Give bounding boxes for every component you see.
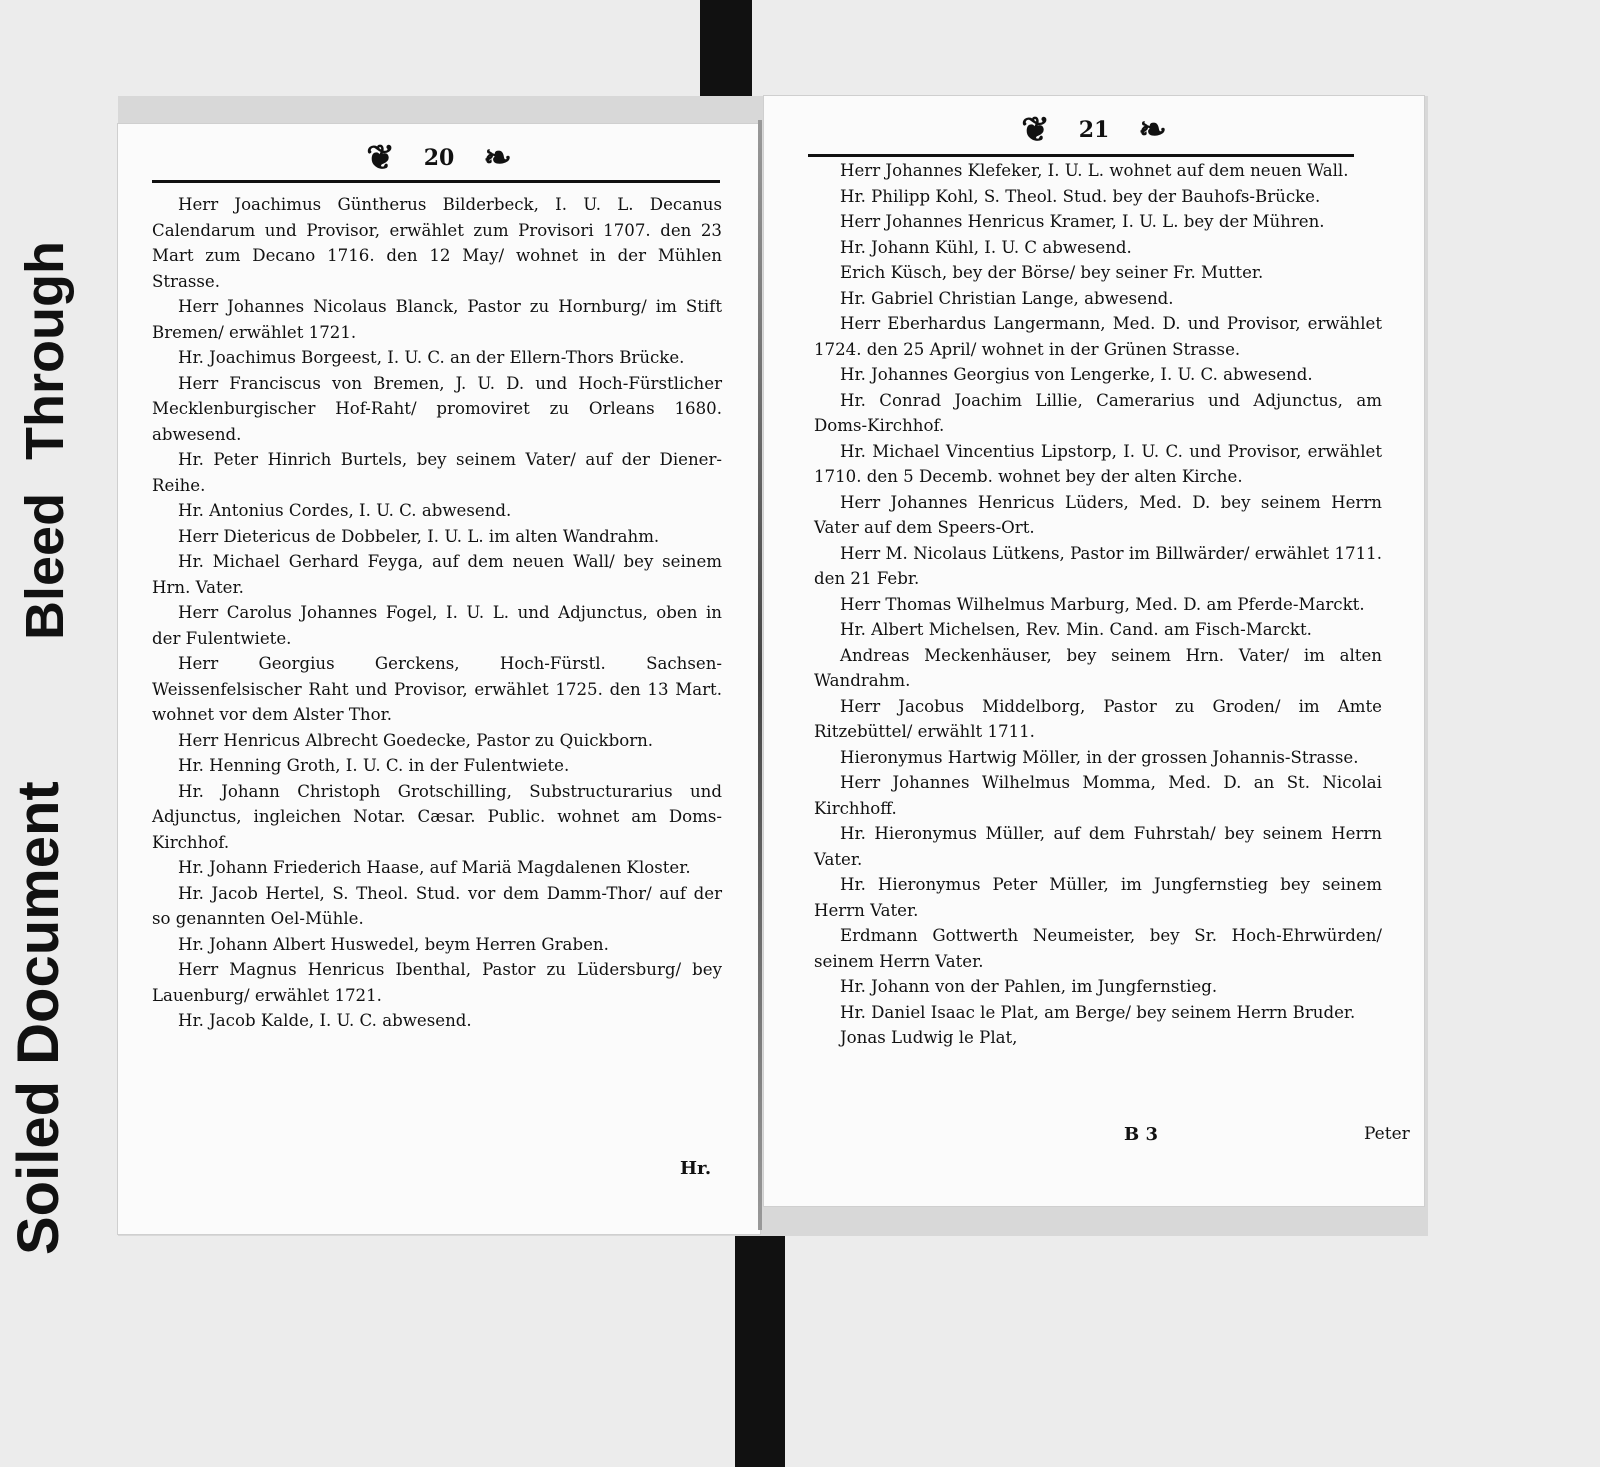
entry-list xyxy=(152,192,722,1034)
list-item: Herr Franciscus von Bremen, J. U. D. und Hoch-Fürstlicher Mecklenburgischer Hof-Raht/ promoviret zu Orleans 1680. abwesend. xyxy=(152,373,722,444)
list-item: Jonas Ludwig le Plat, xyxy=(840,1028,1018,1047)
list-item: Hr. Gabriel Christian Lange, abwesend. xyxy=(840,288,1174,308)
left-page-header xyxy=(118,138,760,178)
list-item: Hr. Conrad Joachim Lillie, Camerarius und Adjunctus, am Doms-Kirchhof. xyxy=(814,390,1382,435)
list-item: Hieronymus Hartwig Möller, in der grossen Johannis-Strasse. xyxy=(840,747,1359,767)
list-item: Hr. Antonius Cordes, I. U. C. abwesend. xyxy=(178,501,512,520)
list-item: Hr. Johannes Georgius von Lengerke, I. U. C. abwesend. xyxy=(840,365,1313,384)
list-item: Herr Henricus Albrecht Goedecke, Pastor zu Quickborn. xyxy=(178,730,654,750)
right-page-header xyxy=(764,110,1424,150)
list-item: Hr. Michael Vincentius Lipstorp, I. U. C. und Provisor, erwählet 1710. den 5 Decemb. wohnet bey der alten Kirche. xyxy=(814,441,1382,486)
list-item: Herr Thomas Wilhelmus Marburg, Med. D. am Pferde-Marckt. xyxy=(840,594,1365,614)
gutter-fold xyxy=(758,120,762,1230)
book-spread xyxy=(118,96,1428,1236)
list-item: Hr. Johann Kühl, I. U. C abwesend. xyxy=(840,237,1132,257)
header-rule xyxy=(152,180,720,183)
page-number: 21 xyxy=(1078,117,1110,143)
bleed-through-label: Bleed Through xyxy=(15,241,75,640)
list-item: Erich Küsch, bey der Börse/ bey seiner Fr. Mutter. xyxy=(840,263,1264,282)
list-item: Herr Eberhardus Langermann, Med. D. und Provisor, erwählet 1724. den 25 April/ wohnet in der Grünen Strasse. xyxy=(814,314,1382,359)
page-number: 20 xyxy=(423,145,455,171)
list-item: Herr Johannes Nicolaus Blanck, Pastor zu Hornburg/ im Stift Bremen/ erwählet 1721. xyxy=(152,297,722,342)
catchword: Peter xyxy=(1364,1124,1410,1144)
list-item: Hr. Johann Christoph Grotschilling, Substructurarius und Adjunctus, ingleichen Notar. Cæsar. Public. wohnet am Doms-Kirchhof. xyxy=(152,781,722,852)
list-item: Hr. Hieronymus Peter Müller, im Jungfernstieg bey seinem Herrn Vater. xyxy=(814,875,1382,920)
spine-clip-bottom xyxy=(735,1227,785,1467)
list-item: Herr Johannes Henricus Kramer, I. U. L. bey der Mühren. xyxy=(840,212,1325,231)
list-item: Hr. Michael Gerhard Feyga, auf dem neuen Wall/ bey seinem Hrn. Vater. xyxy=(152,552,722,597)
list-item: Hr. Hieronymus Müller, auf dem Fuhrstah/ bey seinem Herrn Vater. xyxy=(814,824,1382,869)
list-item: Herr Georgius Gerckens, Hoch-Fürstl. Sachsen-Weissenfelsischer Raht und Provisor, erwählet 1725. den 13 Mart. wohnet vor dem Alster Thor. xyxy=(152,654,722,724)
list-item: Hr. Henning Groth, I. U. C. in der Fulentwiete. xyxy=(178,756,570,775)
list-item: Hr. Peter Hinrich Burtels, bey seinem Vater/ auf der Diener-Reihe. xyxy=(152,450,722,495)
list-item: Herr Johannes Henricus Lüders, Med. D. bey seinem Herrn Vater auf dem Speers-Ort. xyxy=(814,492,1382,537)
ornament-right-icon: ❧ xyxy=(483,138,512,178)
list-item: Hr. Daniel Isaac le Plat, am Berge/ bey seinem Herrn Bruder. xyxy=(840,1002,1356,1022)
entry-list xyxy=(814,158,1382,1051)
list-item: Hr. Joachimus Borgeest, I. U. C. an der Ellern-Thors Brücke. xyxy=(178,348,685,367)
list-item: Herr Jacobus Middelborg, Pastor zu Groden/ im Amte Ritzebüttel/ erwählt 1711. xyxy=(814,696,1382,741)
list-item: Hr. Johann Albert Huswedel, beym Herren Graben. xyxy=(178,934,609,954)
list-item: Hr. Jacob Hertel, S. Theol. Stud. vor dem Damm-Thor/ auf der so genannten Oel-Mühle. xyxy=(152,883,722,928)
signature-mark: B 3 xyxy=(1124,1124,1159,1145)
header-rule xyxy=(808,154,1354,157)
list-item: Hr. Johann Friederich Haase, auf Mariä Magdalenen Kloster. xyxy=(178,858,691,877)
left-page xyxy=(118,124,760,1234)
list-item: Andreas Meckenhäuser, bey seinem Hrn. Vater/ im alten Wandrahm. xyxy=(814,645,1382,690)
soiled-document-label: Soiled Document xyxy=(6,781,71,1255)
list-item: Herr Magnus Henricus Ibenthal, Pastor zu Lüdersburg/ bey Lauenburg/ erwählet 1721. xyxy=(152,960,722,1005)
list-item: Herr M. Nicolaus Lütkens, Pastor im Billwärder/ erwählet 1711. den 21 Febr. xyxy=(814,543,1382,588)
ornament-left-icon: ❦ xyxy=(366,138,395,178)
right-page xyxy=(764,96,1424,1206)
list-item: Hr. Philipp Kohl, S. Theol. Stud. bey der Bauhofs-Brücke. xyxy=(840,186,1321,206)
list-item: Herr Dietericus de Dobbeler, I. U. L. im alten Wandrahm. xyxy=(178,526,660,546)
list-item: Herr Carolus Johannes Fogel, I. U. L. und Adjunctus, oben in der Fulentwiete. xyxy=(152,603,722,648)
catchword: Hr. xyxy=(680,1158,712,1179)
list-item: Hr. Albert Michelsen, Rev. Min. Cand. am Fisch-Marckt. xyxy=(840,620,1312,639)
list-item: Herr Johannes Wilhelmus Momma, Med. D. an St. Nicolai Kirchhoff. xyxy=(814,773,1382,818)
list-item: Hr. Johann von der Pahlen, im Jungfernstieg. xyxy=(840,977,1218,996)
list-item: Herr Joachimus Güntherus Bilderbeck, I. U. L. Decanus Calendarum und Provisor, erwählet zum Provisori 1707. den 23 Mart zum Decano 1716. den 12 May/ wohnet in der Mühlen Strasse. xyxy=(152,195,722,291)
list-item: Herr Johannes Klefeker, I. U. L. wohnet auf dem neuen Wall. xyxy=(840,161,1349,180)
list-item: Erdmann Gottwerth Neumeister, bey Sr. Hoch-Ehrwürden/ seinem Herrn Vater. xyxy=(814,926,1382,971)
list-item: Hr. Jacob Kalde, I. U. C. abwesend. xyxy=(178,1011,472,1030)
ornament-left-icon: ❦ xyxy=(1021,110,1050,150)
ornament-right-icon: ❧ xyxy=(1138,110,1167,150)
